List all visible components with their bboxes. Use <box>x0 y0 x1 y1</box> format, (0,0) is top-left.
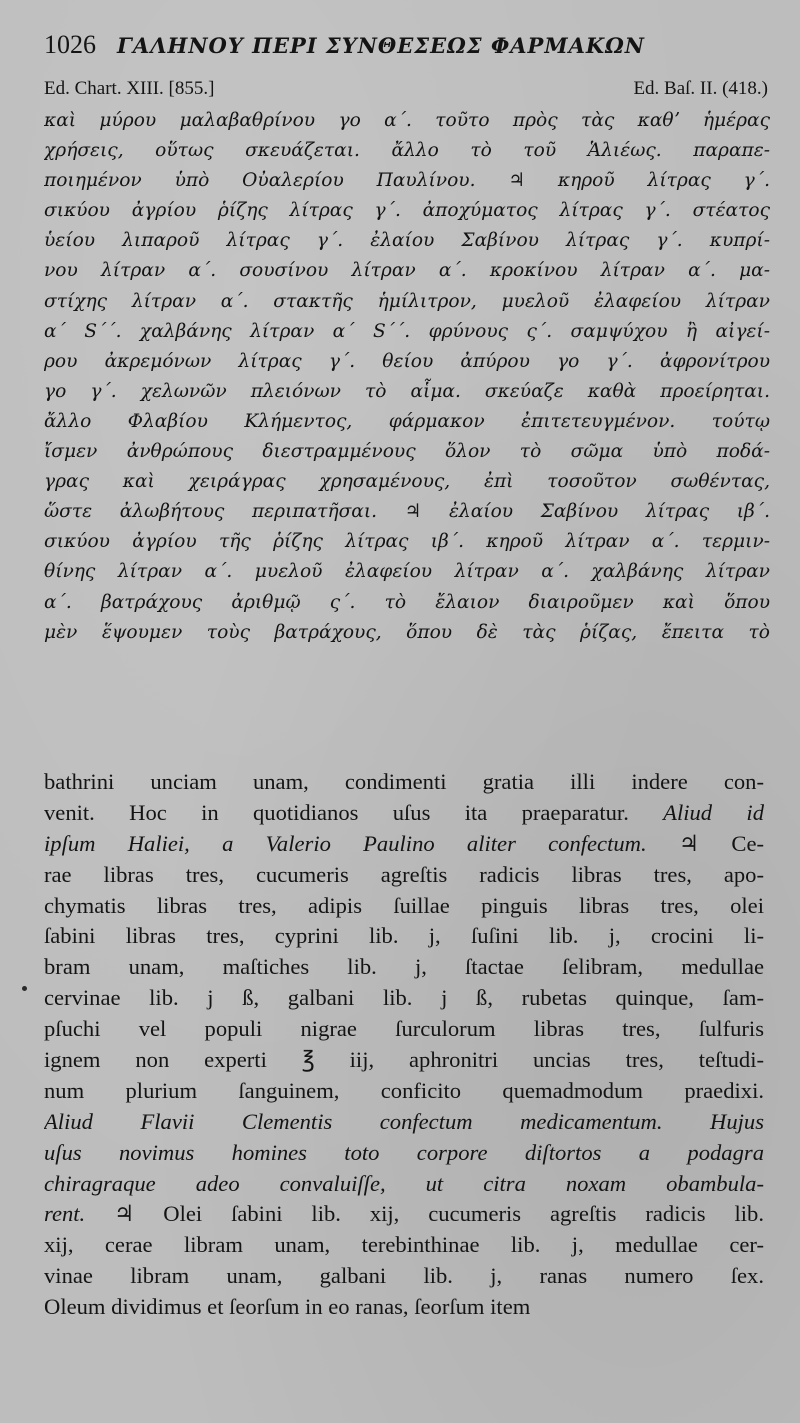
latin-italic-run: ipſum Haliei, a Valerio Paulino aliter confectum. <box>44 830 647 856</box>
greek-text-block <box>44 106 770 648</box>
page-number: 1026 <box>44 30 96 59</box>
latin-text-run: ♃ Olei ſabini lib. xij, cucumeris agreſtis radicis lib. <box>85 1201 764 1227</box>
latin-text-run: venit. Hoc in quotidianos uſus ita praeparatur. <box>44 799 664 825</box>
greek-text-line: θίνης λίτραν α΄. μυελοῦ ἐλαφείου λίτραν α΄. χαλβάνης λίτραν <box>44 561 770 583</box>
latin-text-run: bathrini unciam unam, condimenti gratia illi indere con- <box>44 769 764 794</box>
greek-text-line: σικύου ἀγρίου τῆς ῥίζης λίτρας ιβ΄. κηροῦ λίτραν α΄. τερμιν- <box>44 531 770 553</box>
latin-text-run: pſuchi vel populi nigrae ſurculorum libras tres, ſulfuris <box>44 1016 764 1042</box>
greek-text-line: α΄. βατράχους ἀριθμῷ ς΄. τὸ ἔλαιον διαιροῦμεν καὶ ὅπου <box>44 591 770 613</box>
latin-text-line <box>44 952 764 983</box>
latin-text-run: xij, cerae libram unam, terebinthinae lib. j, medullae cer- <box>44 1232 764 1258</box>
greek-text-line: σικύου ἀγρίου ῥίζης λίτρας γ΄. ἀποχύματος λίτρας γ΄. στέατος <box>44 200 770 222</box>
latin-text-run: ſabini libras tres, cyprini lib. j, ſuſini lib. j, crocini li- <box>44 923 764 949</box>
latin-text-line <box>44 767 764 798</box>
latin-text-run: cervinae lib. j ß, galbani lib. j ß, rubetas quinque, ſam- <box>44 985 764 1011</box>
greek-text-line: α΄ S΄΄. χαλβάνης λίτραν α΄ S΄΄. φρύνους ς΄. σαμψύχου ἢ αἰγεί- <box>44 320 770 342</box>
greek-text-line: ἴσμεν ἀνθρώπους διεστραμμένους ὅλον τὸ σῶμα ὑπὸ ποδά- <box>44 441 770 463</box>
latin-text-run: ♃ Ce- <box>646 830 764 856</box>
edition-reference-line <box>44 78 768 106</box>
latin-text-line <box>44 891 764 922</box>
greek-text-line: ρου ἀκρεμόνων λίτρας γ΄. θείου ἀπύρου γο γ΄. ἀφρονίτρου <box>44 350 770 372</box>
running-title: ΓΑΛΗΝΟΥ ΠΕΡΙ ΣΥΝΘΕΣΕΩΣ ΦΑΡΜΑΚΩΝ <box>117 33 645 58</box>
greek-text-line: ὥστε ἀλωβήτους περιπατῆσαι. ♃ ἐλαίου Σαβίνου λίτρας ιβ΄. <box>44 501 770 523</box>
greek-text-line: ἄλλο Φλαβίου Κλήμεντος, φάρμακον ἐπιτετευγμένον. τούτῳ <box>44 410 770 432</box>
latin-text-run: num plurium ſanguinem, conficito quemadmodum praedixi. <box>44 1077 764 1103</box>
margin-mark <box>22 986 27 991</box>
latin-italic-run: rent. <box>44 1201 86 1227</box>
latin-text-run: bram unam, maſtiches lib. j, ſtactae ſelibram, medullae <box>44 954 764 980</box>
greek-text-line: στίχης λίτραν α΄. στακτῆς ἡμίλιτρον, μυελοῦ ἐλαφείου λίτραν <box>44 290 770 312</box>
latin-text-run: Oleum dividimus et ſeorſum in eo ranas, ſeorſum item <box>44 1294 531 1320</box>
latin-text-line <box>44 1261 764 1292</box>
latin-text-line <box>44 1138 764 1169</box>
latin-text-run: ignem non experti ℥ iij, aphronitri uncias tres, teſtudi- <box>44 1047 764 1073</box>
latin-italic-run: uſus novimus homines toto corpore diſtortos a podagra <box>44 1139 764 1165</box>
latin-text-line <box>44 1199 764 1230</box>
latin-text-line <box>44 983 764 1014</box>
latin-text-line <box>44 1076 764 1107</box>
latin-text-line <box>44 829 764 860</box>
latin-text-block <box>44 767 764 1323</box>
edition-basel-reference: Ed. Baſ. II. (418.) <box>633 78 768 99</box>
latin-text-line <box>44 1292 764 1323</box>
latin-text-run: chymatis libras tres, adipis ſuillae pinguis libras tres, olei <box>44 892 764 918</box>
greek-text-line: χρήσεις, οὕτως σκευάζεται. ἄλλο τὸ τοῦ Ἁλιέως. παραπε- <box>44 140 770 162</box>
greek-text-line: ὑείου λιπαροῦ λίτρας γ΄. ἐλαίου Σαβίνου λίτρας γ΄. κυπρί- <box>44 230 770 252</box>
latin-text-line <box>44 798 764 829</box>
latin-italic-run: chiragraque adeo convaluiſſe, ut citra noxam obambula- <box>44 1170 764 1196</box>
greek-text-line: γρας καὶ χειράγρας χρησαμένους, ἐπὶ τοσοῦτον σωθέντας, <box>44 471 770 493</box>
greek-text-line: νου λίτραν α΄. σουσίνου λίτραν α΄. κροκίνου λίτραν α΄. μα- <box>44 260 770 282</box>
latin-text-run: rae libras tres, cucumeris agreſtis radicis libras tres, apo- <box>44 861 764 887</box>
greek-text-line: μὲν ἕψουμεν τοὺς βατράχους, ὅπου δὲ τὰς ῥίζας, ἔπειτα τὸ <box>44 621 770 643</box>
latin-text-line <box>44 921 764 952</box>
latin-italic-run: Aliud Flavii Clementis confectum medicamentum. Hujus <box>44 1108 764 1134</box>
greek-text-line: γο γ΄. χελωνῶν πλειόνων τὸ αἷμα. σκεύαζε καθὰ προείρηται. <box>44 380 770 402</box>
running-header <box>44 30 764 66</box>
latin-text-line <box>44 1169 764 1200</box>
greek-text-line: καὶ μύρου μαλαβαθρίνου γο α΄. τοῦτο πρὸς τὰς καθʼ ἡμέρας <box>44 110 770 131</box>
edition-chartier-reference: Ed. Chart. XIII. [855.] <box>44 78 215 99</box>
latin-text-line <box>44 1014 764 1045</box>
latin-italic-run: Aliud id <box>663 799 764 825</box>
greek-text-line: ποιημένον ὑπὸ Οὐαλερίου Παυλίνου. ♃ κηροῦ λίτρας γ΄. <box>44 170 770 192</box>
latin-text-run: vinae libram unam, galbani lib. j, ranas numero ſex. <box>44 1263 764 1289</box>
latin-text-line <box>44 1045 764 1076</box>
latin-text-line <box>44 1230 764 1261</box>
latin-text-line <box>44 860 764 891</box>
latin-text-line <box>44 1107 764 1138</box>
